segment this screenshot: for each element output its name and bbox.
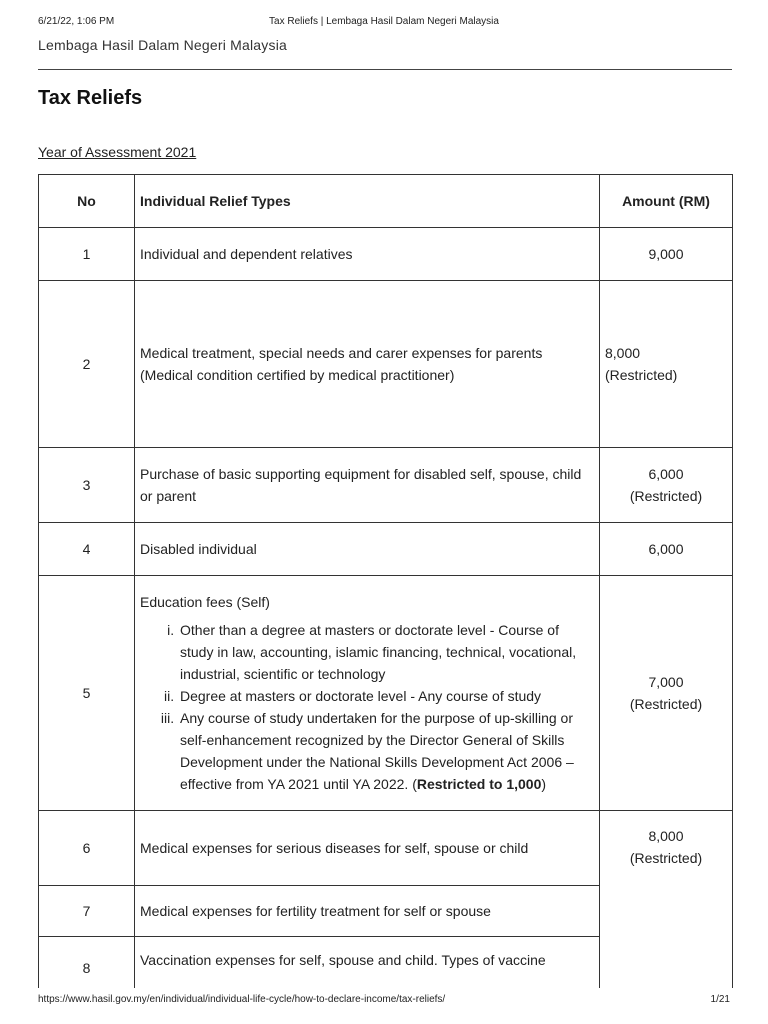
year-of-assessment-link[interactable]: Year of Assessment 2021	[38, 144, 197, 160]
relief-type	[135, 576, 600, 811]
site-name[interactable]: Lembaga Hasil Dalam Negeri Malaysia	[38, 37, 287, 53]
table-row	[39, 576, 733, 811]
relief-type: Purchase of basic supporting equipment for disabled self, spouse, child or parent	[135, 448, 600, 523]
list-item: ii. Degree at masters or doctorate level - Any course of study	[178, 685, 594, 707]
relief-type: Individual and dependent relatives	[135, 228, 600, 281]
header-relief-types: Individual Relief Types	[135, 175, 600, 228]
tax-reliefs-table	[38, 174, 733, 999]
row-no: 8	[39, 937, 135, 999]
relief-type: Medical expenses for fertility treatment for self or spouse	[135, 886, 600, 937]
relief-type: Vaccination expenses for self, spouse and child. Types of vaccine	[135, 937, 600, 999]
relief-amount: 9,000	[600, 228, 733, 281]
relief-type-line: Medical treatment, special needs and carer expenses for parents	[140, 345, 543, 361]
restricted-note: Restricted to 1,000	[416, 776, 542, 792]
page-title: Tax Reliefs	[38, 87, 143, 109]
row-no: 3	[39, 448, 135, 523]
relief-type-heading: Education fees (Self)	[140, 594, 270, 610]
print-doc-title: Tax Reliefs | Lembaga Hasil Dalam Negeri Malaysia	[269, 16, 499, 27]
print-header	[38, 16, 730, 30]
row-no: 2	[39, 281, 135, 448]
relief-amount	[600, 281, 733, 448]
table-row	[39, 448, 733, 523]
row-no: 7	[39, 886, 135, 937]
amount-value: 7,000	[648, 674, 684, 690]
table-row	[39, 523, 733, 576]
print-url: https://www.hasil.gov.my/en/individual/individual-life-cycle/how-to-declare-income/tax-reliefs/	[38, 994, 446, 1005]
table-row	[39, 811, 733, 886]
amount-note: (Restricted)	[629, 696, 703, 712]
header-divider	[38, 69, 732, 70]
list-item	[178, 707, 594, 795]
relief-type: Medical expenses for serious diseases for self, spouse or child	[135, 811, 600, 886]
row-no: 5	[39, 576, 135, 811]
list-item-end: )	[541, 776, 547, 792]
table-row	[39, 228, 733, 281]
page-number: 1/21	[710, 994, 730, 1005]
list-item: i. Other than a degree at masters or doctorate level - Course of study in law, accounting, islamic financing, technical, vocational, industrial, scientific or technology	[178, 619, 594, 685]
row-no: 4	[39, 523, 135, 576]
relief-type-note: (Medical condition certified by medical practitioner)	[140, 367, 455, 383]
amount-value: 8,000	[648, 828, 684, 844]
amount-note: (Restricted)	[629, 850, 703, 866]
relief-type	[135, 281, 600, 448]
education-fees-list	[140, 619, 594, 795]
row-no: 6	[39, 811, 135, 886]
table-header-row	[39, 175, 733, 228]
relief-amount	[600, 448, 733, 523]
header-no: No	[39, 175, 135, 228]
header-amount: Amount (RM)	[600, 175, 733, 228]
amount-note: (Restricted)	[629, 488, 703, 504]
list-item-text: Any course of study undertaken for the purpose of up-skilling or self-enhancement recognized by the Director General of Skills Development under the National Skills Development Act 2006 – effective from YA 2021 until YA 2022. (	[180, 710, 574, 792]
relief-amount: 6,000	[600, 523, 733, 576]
amount-value: 6,000	[648, 466, 684, 482]
amount-value: 8,000	[605, 345, 641, 361]
amount-note: (Restricted)	[605, 367, 678, 383]
table-row	[39, 281, 733, 448]
print-datetime: 6/21/22, 1:06 PM	[38, 16, 115, 27]
relief-amount	[600, 811, 733, 999]
relief-type: Disabled individual	[135, 523, 600, 576]
row-no: 1	[39, 228, 135, 281]
relief-amount	[600, 576, 733, 811]
